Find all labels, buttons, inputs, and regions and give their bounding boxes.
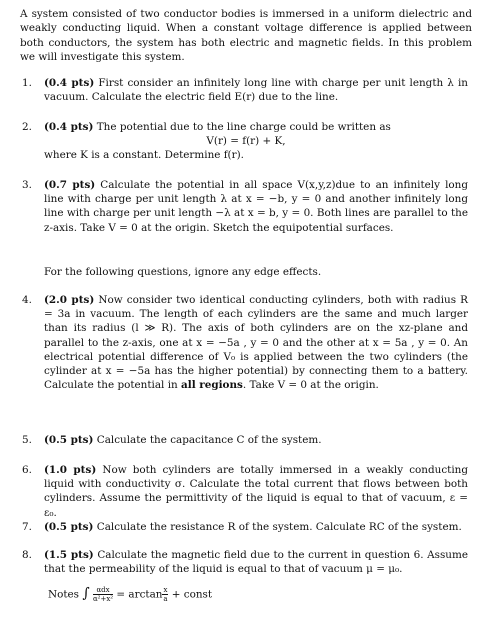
arctan-denominator: a (163, 595, 168, 603)
notes-formula (48, 586, 468, 603)
question-3 (22, 178, 468, 235)
question-number: 2. (22, 121, 32, 133)
question-points: (2.0 pts) (44, 294, 95, 306)
question-text-end: . Take V = 0 at the origin. (242, 379, 379, 392)
question-points: (1.5 pts) (44, 549, 94, 561)
question-number: 4. (22, 294, 32, 306)
question-points: (0.7 pts) (44, 179, 96, 191)
integrand-numerator: αdx (93, 586, 113, 595)
question-text: Now both cylinders are totally immersed in a weakly conducting liquid with conductivity σ. Calculate the total current that flows between both cylinders. Assume the permittivity of the liquid is equal to that of vacuum, ε = ε₀. (44, 464, 468, 519)
question-number: 7. (22, 521, 32, 533)
question-text: Calculate the potential in all space V(x,y,z)due to an infinitely long line with charge per unit length λ at x = −b, y = 0 and another infinitely long line with charge per unit length −λ at x = b, y = 0. Both lines are parallel to the z-axis. Take V = 0 at the origin. Sketch the equipotential surfaces. (44, 179, 468, 234)
question-text: The potential due to the line charge could be written as (93, 121, 391, 133)
potential-equation: V(r) = f(r) + K, (206, 135, 286, 148)
question-text-tail: where K is a constant. Determine f(r). (44, 149, 244, 162)
question-text: Now consider two identical conducting cylinders, both with radius R = 3a in vacuum. The length of each cylinders are the same and much larger than its radius (l ≫ R). The axis of both cylinders are on the xz-plane and parallel to the z-axis, one at x = −5a , y = 0 and the other at x = 5a , y = 0. An electrical potential difference of V₀ is applied between the two cylinders (the cylinder at x = −5a has the higher potential) by connecting them to a battery. Calculate the potential in (44, 294, 468, 392)
question-1 (22, 76, 468, 104)
integrand-fraction (93, 586, 113, 603)
question-text-bold: all regions (181, 379, 243, 392)
intro-paragraph: A system consisted of two conductor bodies is immersed in a uniform dielectric and weakly conducting liquid. When a constant voltage difference is applied between both conductors, the system has both electric and magnetic fields. In this problem we will investigate this system. (20, 8, 472, 64)
question-text: Calculate the resistance R of the system. Calculate RC of the system. (93, 521, 462, 533)
question-number: 5. (22, 434, 32, 446)
question-4 (22, 293, 468, 392)
question-5 (22, 433, 468, 447)
question-points: (1.0 pts) (44, 464, 97, 476)
question-points: (0.4 pts) (44, 121, 94, 133)
question-points: (0.5 pts) (44, 521, 94, 533)
arctan-numerator: x (163, 586, 168, 594)
question-text: Calculate the capacitance C of the system. (93, 434, 322, 446)
question-number: 1. (22, 77, 32, 89)
result-suffix: + const (171, 588, 213, 601)
question-number: 6. (22, 464, 32, 476)
question-number: 8. (22, 549, 32, 561)
integrand-denominator: α²+x² (92, 595, 114, 603)
question-text: First consider an infinitely long line with charge per unit length λ in vacuum. Calculate the electric field E(r) due to the line. (44, 77, 468, 104)
question-text: Calculate the magnetic field due to the current in question 6. Assume that the permeability of the liquid is equal to that of vacuum μ = μ₀. (44, 549, 468, 576)
edge-effects-note: For the following questions, ignore any edge effects. (44, 266, 322, 278)
question-points: (0.4 pts) (44, 77, 95, 89)
integral-sign-icon: ∫ (82, 585, 90, 602)
question-2 (22, 120, 468, 163)
question-6 (22, 463, 468, 520)
result-prefix: = arctan (116, 588, 163, 601)
question-number: 3. (22, 179, 32, 191)
arctan-fraction (162, 586, 168, 603)
question-7 (22, 520, 468, 534)
question-8 (22, 548, 468, 576)
question-points: (0.5 pts) (44, 434, 94, 446)
notes-label: Notes (48, 588, 80, 601)
